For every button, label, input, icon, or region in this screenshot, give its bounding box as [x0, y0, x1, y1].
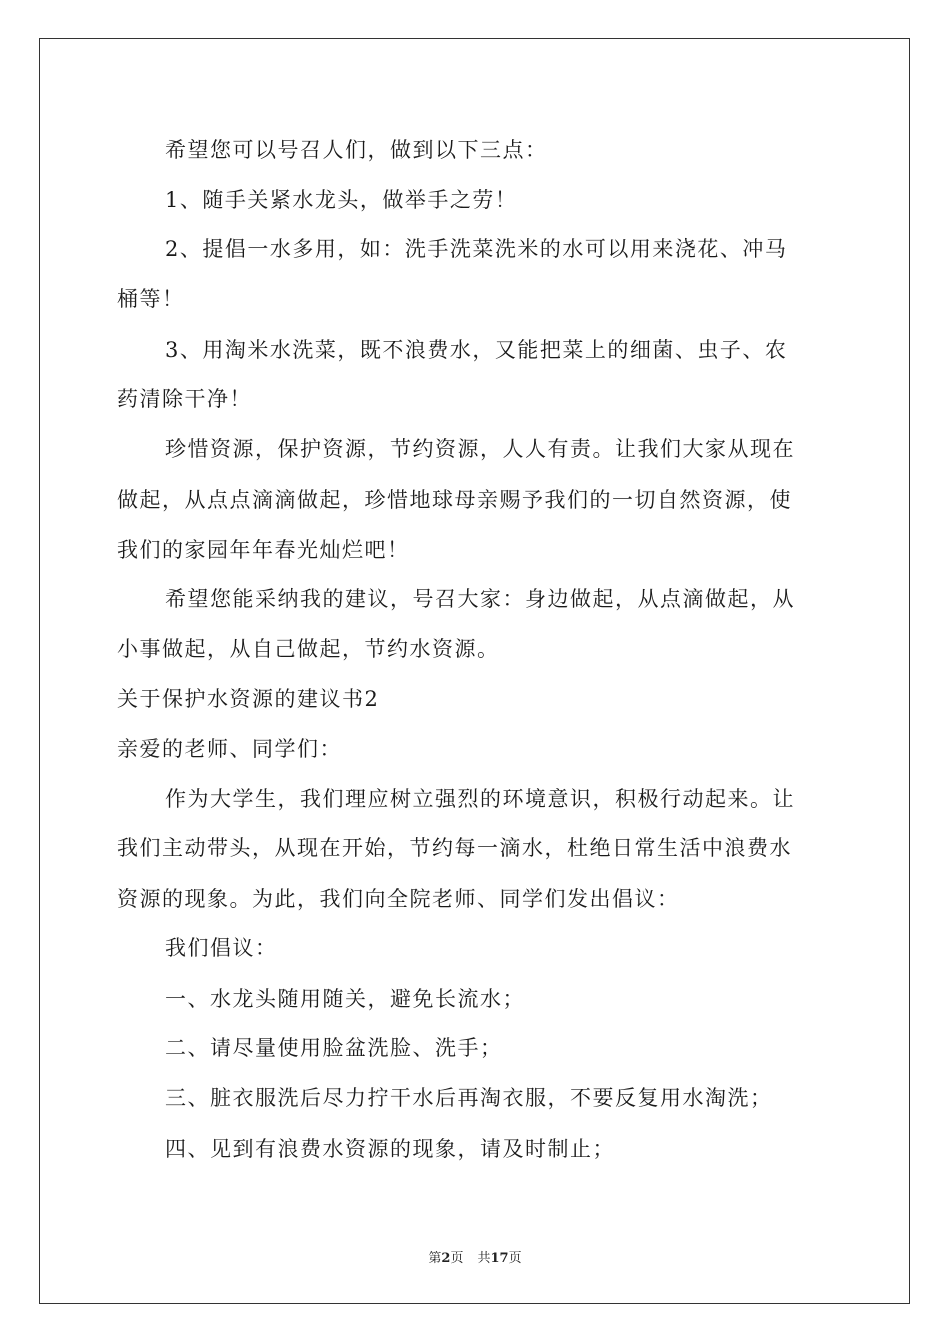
body-paragraph-line: 我们的家园年年春光灿烂吧！	[117, 538, 410, 562]
body-paragraph-line: 1、随手关紧水龙头，做举手之劳！	[165, 188, 518, 212]
body-paragraph-line: 我们主动带头，从现在开始，节约每一滴水，杜绝日常生活中浪费水	[117, 836, 792, 860]
body-paragraph-line: 2、提倡一水多用，如：洗手洗菜洗米的水可以用来浇花、冲马	[165, 237, 788, 261]
proposal-item: 二、请尽量使用脸盆洗脸、洗手；	[165, 1036, 503, 1060]
page-footer	[0, 1250, 950, 1268]
body-paragraph-line: 希望您能采纳我的建议，号召大家：身边做起，从点滴做起，从	[165, 587, 795, 611]
body-paragraph-line: 珍惜资源，保护资源，节约资源，人人有责。让我们大家从现在	[165, 437, 795, 461]
page-prefix: 第	[428, 1251, 442, 1266]
proposal-heading: 我们倡议：	[165, 936, 278, 960]
total-prefix: 共	[477, 1251, 491, 1266]
body-paragraph-line: 3、用淘米水洗菜，既不浪费水，又能把菜上的细菌、虫子、农	[165, 338, 788, 362]
page-number: 2	[441, 1251, 451, 1266]
body-paragraph-line: 希望您可以号召人们，做到以下三点：	[165, 138, 548, 162]
section-heading: 关于保护水资源的建议书2	[117, 687, 380, 711]
proposal-item: 四、见到有浪费水资源的现象，请及时制止；	[165, 1137, 615, 1161]
salutation: 亲爱的老师、同学们：	[117, 737, 342, 761]
total-pages: 17	[490, 1251, 509, 1266]
total-suffix: 页	[508, 1251, 522, 1266]
body-paragraph-line: 做起，从点点滴滴做起，珍惜地球母亲赐予我们的一切自然资源，使	[117, 488, 792, 512]
page-border	[39, 38, 910, 1304]
body-paragraph-line: 药清除干净！	[117, 387, 252, 411]
body-paragraph-line: 作为大学生，我们理应树立强烈的环境意识，积极行动起来。让	[165, 787, 795, 811]
proposal-item: 一、水龙头随用随关，避免长流水；	[165, 987, 525, 1011]
body-paragraph-line: 小事做起，从自己做起，节约水资源。	[117, 637, 500, 661]
page-suffix: 页	[450, 1251, 464, 1266]
body-paragraph-line: 资源的现象。为此，我们向全院老师、同学们发出倡议：	[117, 887, 680, 911]
proposal-item: 三、脏衣服洗后尽力拧干水后再淘衣服，不要反复用水淘洗；	[165, 1086, 773, 1110]
body-paragraph-line: 桶等！	[117, 287, 185, 311]
